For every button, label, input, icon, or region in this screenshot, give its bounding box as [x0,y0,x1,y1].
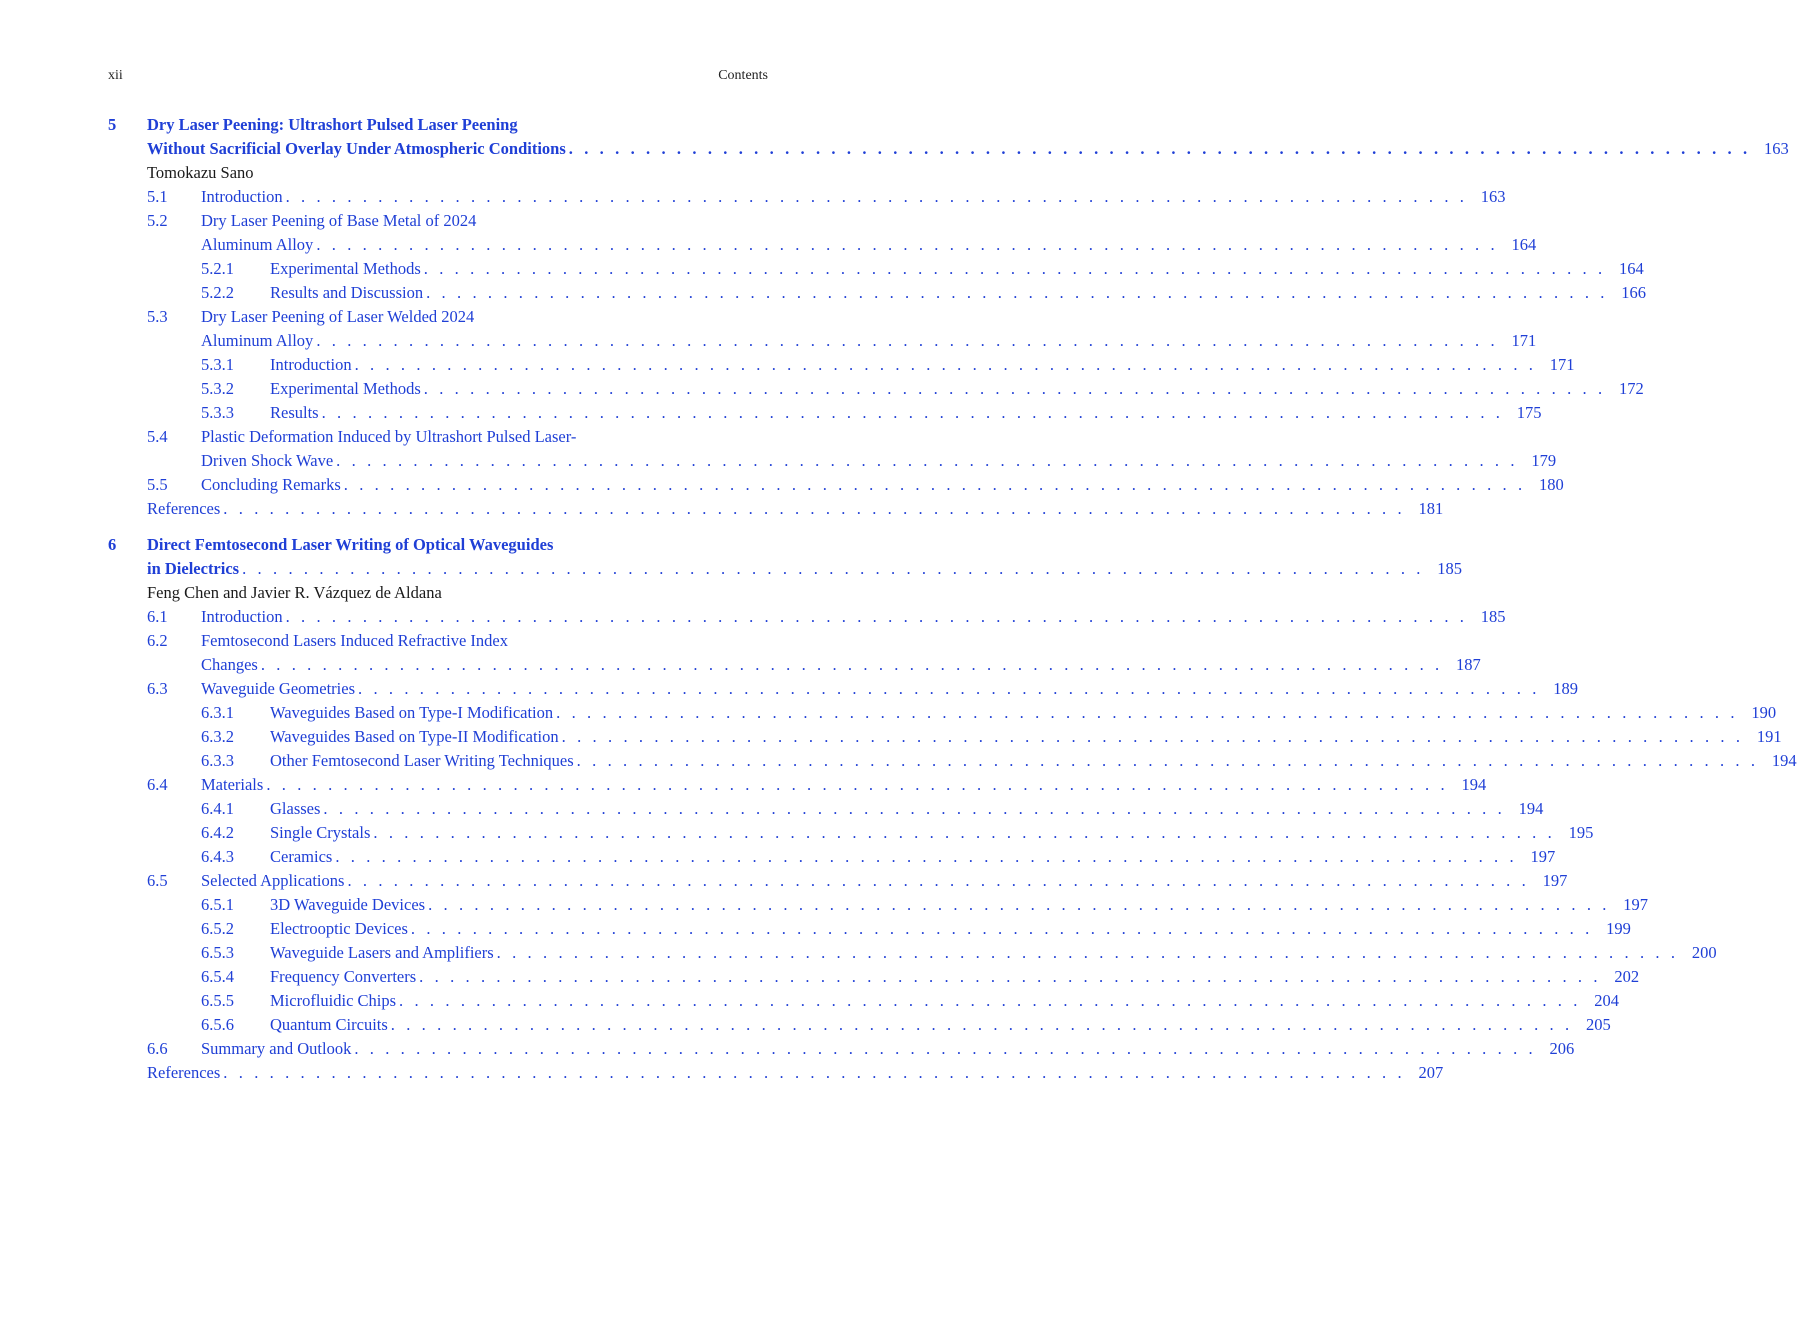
dot-leader: . . . . . . . . . . . . . . . . . . . . . . . . . . . . . . . . . . . . . . . . . . . . . . . . . . . . . . . . . . . . . . . . . . . . . . . . . . . . . [556,703,1739,722]
dot-leader: . . . . . . . . . . . . . . . . . . . . . . . . . . . . . . . . . . . . . . . . . . . . . . . . . . . . . . . . . . . . . . . . . . . . . . . . . . . . . [576,751,1759,770]
page-number: 181 [1418,499,1444,518]
page-number: 185 [1480,607,1506,626]
dot-leader: . . . . . . . . . . . . . . . . . . . . . . . . . . . . . . . . . . . . . . . . . . . . . . . . . . . . . . . . . . . . . . . . . . . . . . . . . . . . . [316,235,1499,254]
page-number: 164 [1618,259,1644,278]
toc-entry-6-references[interactable]: References . . . . . . . . . . . . . . . . . . . . . . . . . . . . . . . . . . . . . . . . . . . . . . . . . . . . . . . . . . . . . . . . . . . . . . . . . . . . . 207 [147,1061,768,1085]
toc-entry-5-3-line1[interactable]: 5.3 Dry Laser Peening of Laser Welded 2024 [147,307,475,326]
page-number: 199 [1606,919,1631,938]
page-number: 197 [1542,871,1568,890]
chapter-5-title-line1[interactable]: 5 Dry Laser Peening: Ultrashort Pulsed Laser Peening [108,113,768,137]
toc-entry-6-3-3[interactable]: 6.3.3 Other Femtosecond Laser Writing Techniques . . . . . . . . . . . . . . . . . . . . . . . . . . . . . . . . . . . . . . . . . . . . . . . . . . . . . . . . . . . . . . . . . . . . . . . . . . . . . 194 [201,749,768,773]
page-header-right: Contents [718,68,768,83]
page-number: 179 [1531,451,1557,470]
toc-entry-5-references[interactable]: References . . . . . . . . . . . . . . . . . . . . . . . . . . . . . . . . . . . . . . . . . . . . . . . . . . . . . . . . . . . . . . . . . . . . . . . . . . . . . 181 [147,497,768,521]
chapter-number: 5 [108,115,117,134]
dot-leader: . . . . . . . . . . . . . . . . . . . . . . . . . . . . . . . . . . . . . . . . . . . . . . . . . . . . . . . . . . . . . . . . . . . . . . . . . . . . . [223,499,1406,518]
toc-entry-5-3-2[interactable]: 5.3.2 Experimental Methods . . . . . . . . . . . . . . . . . . . . . . . . . . . . . . . . . . . . . . . . . . . . . . . . . . . . . . . . . . . . . . . . . . . . . . . . . . . . . 172 [201,377,768,401]
dot-leader: . . . . . . . . . . . . . . . . . . . . . . . . . . . . . . . . . . . . . . . . . . . . . . . . . . . . . . . . . . . . . . . . . . . . . . . . . . . . . [336,451,1519,470]
dot-leader: . . . . . . . . . . . . . . . . . . . . . . . . . . . . . . . . . . . . . . . . . . . . . . . . . . . . . . . . . . . . . . . . . . . . . . . . . . . . . [410,919,1593,938]
page-number: 164 [1511,235,1537,254]
page-number: 194 [1518,799,1544,818]
toc-entry-5-5[interactable]: 5.5 Concluding Remarks . . . . . . . . . . . . . . . . . . . . . . . . . . . . . . . . . . . . . . . . . . . . . . . . . . . . . . . . . . . . . . . . . . . . . . . . . . . . . 180 [147,473,768,497]
dot-leader: . . . . . . . . . . . . . . . . . . . . . . . . . . . . . . . . . . . . . . . . . . . . . . . . . . . . . . . . . . . . . . . . . . . . . . . . . . . . . [323,799,1506,818]
page-number: 195 [1568,823,1594,842]
toc-entry-6-4-2[interactable]: 6.4.2 Single Crystals . . . . . . . . . . . . . . . . . . . . . . . . . . . . . . . . . . . . . . . . . . . . . . . . . . . . . . . . . . . . . . . . . . . . . . . . . . . . . 195 [201,821,768,845]
toc-entry-6-5[interactable]: 6.5 Selected Applications . . . . . . . . . . . . . . . . . . . . . . . . . . . . . . . . . . . . . . . . . . . . . . . . . . . . . . . . . . . . . . . . . . . . . . . . . . . . . 197 [147,869,768,893]
page-number: 207 [1418,1063,1444,1082]
dot-leader: . . . . . . . . . . . . . . . . . . . . . . . . . . . . . . . . . . . . . . . . . . . . . . . . . . . . . . . . . . . . . . . . . . . . . . . . . . . . . [419,967,1602,986]
toc-entry-6-5-3[interactable]: 6.5.3 Waveguide Lasers and Amplifiers . . . . . . . . . . . . . . . . . . . . . . . . . . . . . . . . . . . . . . . . . . . . . . . . . . . . . . . . . . . . . . . . . . . . . . . . . . . . . 200 [201,941,768,965]
dot-leader: . . . . . . . . . . . . . . . . . . . . . . . . . . . . . . . . . . . . . . . . . . . . . . . . . . . . . . . . . . . . . . . . . . . . . . . . . . . . . [568,139,1751,158]
page-number: 206 [1549,1039,1575,1058]
chapter-6-author: Feng Chen and Javier R. Vázquez de Aldana [147,583,442,602]
dot-leader: . . . . . . . . . . . . . . . . . . . . . . . . . . . . . . . . . . . . . . . . . . . . . . . . . . . . . . . . . . . . . . . . . . . . . . . . . . . . . [335,847,1518,866]
page-number: 204 [1594,991,1619,1010]
dot-leader: . . . . . . . . . . . . . . . . . . . . . . . . . . . . . . . . . . . . . . . . . . . . . . . . . . . . . . . . . . . . . . . . . . . . . . . . . . . . . [321,403,1504,422]
dot-leader: . . . . . . . . . . . . . . . . . . . . . . . . . . . . . . . . . . . . . . . . . . . . . . . . . . . . . . . . . . . . . . . . . . . . . . . . . . . . . [426,283,1609,302]
toc-entry-6-5-2[interactable]: 6.5.2 Electrooptic Devices . . . . . . . . . . . . . . . . . . . . . . . . . . . . . . . . . . . . . . . . . . . . . . . . . . . . . . . . . . . . . . . . . . . . . . . . . . . . . 199 [201,917,768,941]
dot-leader: . . . . . . . . . . . . . . . . . . . . . . . . . . . . . . . . . . . . . . . . . . . . . . . . . . . . . . . . . . . . . . . . . . . . . . . . . . . . . [242,559,1425,578]
toc-entry-5-2-line1[interactable]: 5.2 Dry Laser Peening of Base Metal of 2024 [147,211,477,230]
page-number: 191 [1756,727,1782,746]
toc-entry-6-4-1[interactable]: 6.4.1 Glasses . . . . . . . . . . . . . . . . . . . . . . . . . . . . . . . . . . . . . . . . . . . . . . . . . . . . . . . . . . . . . . . . . . . . . . . . . . . . . 194 [201,797,768,821]
toc-entry-5-3-3[interactable]: 5.3.3 Results . . . . . . . . . . . . . . . . . . . . . . . . . . . . . . . . . . . . . . . . . . . . . . . . . . . . . . . . . . . . . . . . . . . . . . . . . . . . . 175 [201,401,768,425]
dot-leader: . . . . . . . . . . . . . . . . . . . . . . . . . . . . . . . . . . . . . . . . . . . . . . . . . . . . . . . . . . . . . . . . . . . . . . . . . . . . . [423,379,1606,398]
dot-leader: . . . . . . . . . . . . . . . . . . . . . . . . . . . . . . . . . . . . . . . . . . . . . . . . . . . . . . . . . . . . . . . . . . . . . . . . . . . . . [561,727,1744,746]
dot-leader: . . . . . . . . . . . . . . . . . . . . . . . . . . . . . . . . . . . . . . . . . . . . . . . . . . . . . . . . . . . . . . . . . . . . . . . . . . . . . [358,679,1540,698]
dot-leader: . . . . . . . . . . . . . . . . . . . . . . . . . . . . . . . . . . . . . . . . . . . . . . . . . . . . . . . . . . . . . . . . . . . . . . . . . . . . . [223,1063,1406,1082]
chapter-number: 6 [108,535,117,554]
page-number: 187 [1456,655,1481,674]
toc-entry-5-3-line2[interactable]: Aluminum Alloy . . . . . . . . . . . . . . . . . . . . . . . . . . . . . . . . . . . . . . . . . . . . . . . . . . . . . . . . . . . . . . . . . . . . . . . . . . . . . 171 [201,329,768,353]
dot-leader: . . . . . . . . . . . . . . . . . . . . . . . . . . . . . . . . . . . . . . . . . . . . . . . . . . . . . . . . . . . . . . . . . . . . . . . . . . . . . [428,895,1611,914]
page-number: 194 [1461,775,1487,794]
page-number: 205 [1585,1015,1611,1034]
dot-leader: . . . . . . . . . . . . . . . . . . . . . . . . . . . . . . . . . . . . . . . . . . . . . . . . . . . . . . . . . . . . . . . . . . . . . . . . . . . . . [354,355,1537,374]
page-number: 175 [1516,403,1542,422]
dot-leader: . . . . . . . . . . . . . . . . . . . . . . . . . . . . . . . . . . . . . . . . . . . . . . . . . . . . . . . . . . . . . . . . . . . . . . . . . . . . . [260,655,1443,674]
toc-entry-6-5-4[interactable]: 6.5.4 Frequency Converters . . . . . . . . . . . . . . . . . . . . . . . . . . . . . . . . . . . . . . . . . . . . . . . . . . . . . . . . . . . . . . . . . . . . . . . . . . . . . 202 [201,965,768,989]
toc-entry-5-2-line2[interactable]: Aluminum Alloy . . . . . . . . . . . . . . . . . . . . . . . . . . . . . . . . . . . . . . . . . . . . . . . . . . . . . . . . . . . . . . . . . . . . . . . . . . . . . 164 [201,233,768,257]
dot-leader: . . . . . . . . . . . . . . . . . . . . . . . . . . . . . . . . . . . . . . . . . . . . . . . . . . . . . . . . . . . . . . . . . . . . . . . . . . . . . [373,823,1556,842]
page-number: 171 [1549,355,1575,374]
page-number: 190 [1751,703,1777,722]
page-number: 194 [1771,751,1797,770]
toc-entry-6-4-3[interactable]: 6.4.3 Ceramics . . . . . . . . . . . . . . . . . . . . . . . . . . . . . . . . . . . . . . . . . . . . . . . . . . . . . . . . . . . . . . . . . . . . . . . . . . . . . 197 [201,845,768,869]
page-number: 163 [1763,139,1789,158]
page-number: 163 [1480,187,1506,206]
dot-leader: . . . . . . . . . . . . . . . . . . . . . . . . . . . . . . . . . . . . . . . . . . . . . . . . . . . . . . . . . . . . . . . . . . . . . . . . . . . . . [266,775,1449,794]
page-number: 197 [1623,895,1649,914]
dot-leader: . . . . . . . . . . . . . . . . . . . . . . . . . . . . . . . . . . . . . . . . . . . . . . . . . . . . . . . . . . . . . . . . . . . . . . . . . . . . . [496,943,1679,962]
toc-entry-6-6[interactable]: 6.6 Summary and Outlook . . . . . . . . . . . . . . . . . . . . . . . . . . . . . . . . . . . . . . . . . . . . . . . . . . . . . . . . . . . . . . . . . . . . . . . . . . . . . 206 [147,1037,768,1061]
toc-entry-6-3-2[interactable]: 6.3.2 Waveguides Based on Type-II Modification . . . . . . . . . . . . . . . . . . . . . . . . . . . . . . . . . . . . . . . . . . . . . . . . . . . . . . . . . . . . . . . . . . . . . . . . . . . . . 191 [201,725,768,749]
dot-leader: . . . . . . . . . . . . . . . . . . . . . . . . . . . . . . . . . . . . . . . . . . . . . . . . . . . . . . . . . . . . . . . . . . . . . . . . . . . . . [347,871,1530,890]
page-number: 172 [1618,379,1644,398]
page-number: 185 [1437,559,1463,578]
toc-entry-6-5-1[interactable]: 6.5.1 3D Waveguide Devices . . . . . . . . . . . . . . . . . . . . . . . . . . . . . . . . . . . . . . . . . . . . . . . . . . . . . . . . . . . . . . . . . . . . . . . . . . . . . 197 [201,893,768,917]
toc-entry-6-4[interactable]: 6.4 Materials . . . . . . . . . . . . . . . . . . . . . . . . . . . . . . . . . . . . . . . . . . . . . . . . . . . . . . . . . . . . . . . . . . . . . . . . . . . . . 194 [147,773,768,797]
page-number: 202 [1614,967,1640,986]
toc-entry-5-3-1[interactable]: 5.3.1 Introduction . . . . . . . . . . . . . . . . . . . . . . . . . . . . . . . . . . . . . . . . . . . . . . . . . . . . . . . . . . . . . . . . . . . . . . . . . . . . . 171 [201,353,768,377]
toc-entry-6-2-line1[interactable]: 6.2 Femtosecond Lasers Induced Refractive Index [147,631,508,650]
page-number: 171 [1511,331,1537,350]
toc-entry-5-4-line2[interactable]: Driven Shock Wave . . . . . . . . . . . . . . . . . . . . . . . . . . . . . . . . . . . . . . . . . . . . . . . . . . . . . . . . . . . . . . . . . . . . . . . . . . . . . 179 [201,449,768,473]
toc-entry-5-4-line1[interactable]: 5.4 Plastic Deformation Induced by Ultrashort Pulsed Laser- [147,427,577,446]
toc-entry-6-5-6[interactable]: 6.5.6 Quantum Circuits . . . . . . . . . . . . . . . . . . . . . . . . . . . . . . . . . . . . . . . . . . . . . . . . . . . . . . . . . . . . . . . . . . . . . . . . . . . . . 205 [201,1013,768,1037]
chapter-5-title-line2[interactable]: Without Sacrificial Overlay Under Atmospheric Conditions . . . . . . . . . . . . . . . . . . . . . . . . . . . . . . . . . . . . . . . . . . . . . . . . . . . . . . . . . . . . . . . . . . . . . . . . . . . . . 163 [147,137,768,161]
toc-entry-5-1[interactable]: 5.1 Introduction . . . . . . . . . . . . . . . . . . . . . . . . . . . . . . . . . . . . . . . . . . . . . . . . . . . . . . . . . . . . . . . . . . . . . . . . . . . . . 163 [147,185,768,209]
dot-leader: . . . . . . . . . . . . . . . . . . . . . . . . . . . . . . . . . . . . . . . . . . . . . . . . . . . . . . . . . . . . . . . . . . . . . . . . . . . . . [423,259,1606,278]
toc-entry-6-3[interactable]: 6.3 Waveguide Geometries . . . . . . . . . . . . . . . . . . . . . . . . . . . . . . . . . . . . . . . . . . . . . . . . . . . . . . . . . . . . . . . . . . . . . . . . . . . . . 189 [147,677,768,701]
page-number: 180 [1538,475,1564,494]
toc-entry-6-5-5[interactable]: 6.5.5 Microfluidic Chips . . . . . . . . . . . . . . . . . . . . . . . . . . . . . . . . . . . . . . . . . . . . . . . . . . . . . . . . . . . . . . . . . . . . . . . . . . . . . 204 [201,989,768,1013]
toc-entry-6-1[interactable]: 6.1 Introduction . . . . . . . . . . . . . . . . . . . . . . . . . . . . . . . . . . . . . . . . . . . . . . . . . . . . . . . . . . . . . . . . . . . . . . . . . . . . . 185 [147,605,768,629]
chapter-6-title-line2[interactable]: in Dielectrics . . . . . . . . . . . . . . . . . . . . . . . . . . . . . . . . . . . . . . . . . . . . . . . . . . . . . . . . . . . . . . . . . . . . . . . . . . . . . 185 [147,557,768,581]
dot-leader: . . . . . . . . . . . . . . . . . . . . . . . . . . . . . . . . . . . . . . . . . . . . . . . . . . . . . . . . . . . . . . . . . . . . . . . . . . . . . [285,607,1468,626]
dot-leader: . . . . . . . . . . . . . . . . . . . . . . . . . . . . . . . . . . . . . . . . . . . . . . . . . . . . . . . . . . . . . . . . . . . . . . . . . . . . . [390,1015,1573,1034]
dot-leader: . . . . . . . . . . . . . . . . . . . . . . . . . . . . . . . . . . . . . . . . . . . . . . . . . . . . . . . . . . . . . . . . . . . . . . . . . . . . . [316,331,1499,350]
dot-leader: . . . . . . . . . . . . . . . . . . . . . . . . . . . . . . . . . . . . . . . . . . . . . . . . . . . . . . . . . . . . . . . . . . . . . . . . . . . . . [354,1039,1537,1058]
page-number: 197 [1530,847,1556,866]
chapter-5-author: Tomokazu Sano [147,163,254,182]
toc-entry-6-2-line2[interactable]: Changes . . . . . . . . . . . . . . . . . . . . . . . . . . . . . . . . . . . . . . . . . . . . . . . . . . . . . . . . . . . . . . . . . . . . . . . . . . . . . 187 [201,653,768,677]
dot-leader: . . . . . . . . . . . . . . . . . . . . . . . . . . . . . . . . . . . . . . . . . . . . . . . . . . . . . . . . . . . . . . . . . . . . . . . . . . . . . [285,187,1468,206]
page-number: 200 [1691,943,1717,962]
chapter-6-title-line1[interactable]: 6 Direct Femtosecond Laser Writing of Optical Waveguides [108,533,768,557]
page-number: 189 [1553,679,1578,698]
page-number: 166 [1621,283,1647,302]
dot-leader: . . . . . . . . . . . . . . . . . . . . . . . . . . . . . . . . . . . . . . . . . . . . . . . . . . . . . . . . . . . . . . . . . . . . . . . . . . . . . [399,991,1581,1010]
dot-leader: . . . . . . . . . . . . . . . . . . . . . . . . . . . . . . . . . . . . . . . . . . . . . . . . . . . . . . . . . . . . . . . . . . . . . . . . . . . . . [343,475,1526,494]
page-header-left: xii [108,68,123,83]
toc-entry-5-2-2[interactable]: 5.2.2 Results and Discussion . . . . . . . . . . . . . . . . . . . . . . . . . . . . . . . . . . . . . . . . . . . . . . . . . . . . . . . . . . . . . . . . . . . . . . . . . . . . . 166 [201,281,768,305]
toc-entry-5-2-1[interactable]: 5.2.1 Experimental Methods . . . . . . . . . . . . . . . . . . . . . . . . . . . . . . . . . . . . . . . . . . . . . . . . . . . . . . . . . . . . . . . . . . . . . . . . . . . . . 164 [201,257,768,281]
toc-entry-6-3-1[interactable]: 6.3.1 Waveguides Based on Type-I Modification . . . . . . . . . . . . . . . . . . . . . . . . . . . . . . . . . . . . . . . . . . . . . . . . . . . . . . . . . . . . . . . . . . . . . . . . . . . . . 190 [201,701,768,725]
